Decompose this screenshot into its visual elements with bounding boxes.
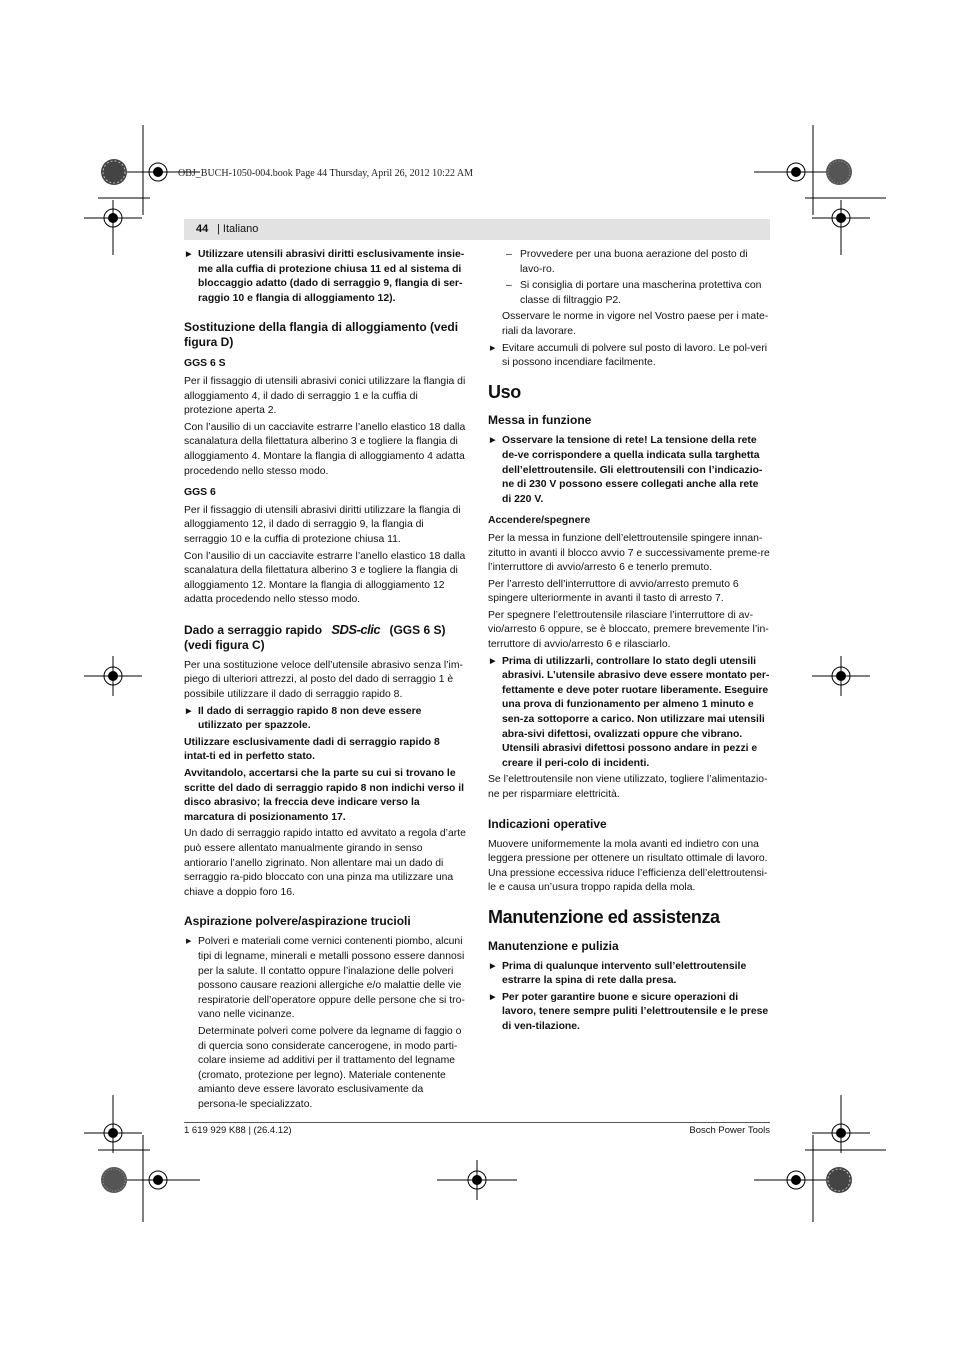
chapter-heading: Manutenzione ed assistenza <box>488 906 720 927</box>
paragraph: Un dado di serraggio rapido intatto ed avvitato a regola d’arte può essere allentato manualmente girando in senso antiorario l’anello zigrinato. Non allentare mai un dado di serraggio ra-pido bloccato con una pinza ma utilizzare una chiave a doppio foro 16. <box>184 828 466 898</box>
paragraph: Muovere uniformemente la mola avanti ed indietro con una leggera pressione per ottenere un risultato ottimale di lavoro. Una pressione eccessiva riduce l’efficienza dell’elettroutensi-le e causa un’usura troppo rapida della mola. <box>488 838 768 894</box>
heading-text: (GGS 6 S) <box>389 622 446 637</box>
heading-text: Dado a serraggio rapido <box>184 622 323 637</box>
warning-bullet: ▶ Utilizzare utensili abrasivi diritti esclusivamente insie-me alla cuffia di protezione chiusa 11 ed al sistema di bloccaggio adatto (dado di serraggio 9, flangia di ser-raggio 10 e flangia di alloggiamento 12). <box>184 248 466 306</box>
page-header-bar <box>184 219 770 240</box>
warning-bullet: ▶ Evitare accumuli di polvere sul posto di lavoro. Le pol-veri si possono incendiare facilmente. <box>488 342 770 371</box>
paragraph: Per l’arresto dell’interruttore di avvio/arresto premuto 6 spingere ulteriormente in avanti il tasto di arresto 7. <box>488 578 739 605</box>
print-meta-line: OBJ_BUCH-1050-004.book Page 44 Thursday, April 26, 2012 10:22 AM <box>178 168 473 179</box>
paragraph: Con l’ausilio di un cacciavite estrarre l’anello elastico 18 dalla scanalatura della filettatura alberino 3 e togliere la flangia di alloggiamento 4. Montare la flangia di alloggiamento 4 adatta procedendo nello stesso modo. <box>184 421 466 477</box>
footer-docnumber: 1 619 929 K88 | (26.4.12) <box>184 1125 292 1136</box>
heading-text: (vedi figura C) <box>184 637 265 652</box>
sds-clic-logo: SDS-clic <box>331 621 381 637</box>
paragraph: Avvitandolo, accertarsi che la parte su cui si trovano le scritte del dado di serraggio rapido 8 non indichi verso il disco abrasivo; la freccia deve indicare verso la marcatura di posizionamento 17. <box>184 768 465 823</box>
paragraph: Per spegnere l’elettroutensile rilasciare l’interruttore di av-vio/arresto 6 oppure, se è bloccato, premere brevemente l’in-terruttore di avvio/arresto 6 e rilasciarlo. <box>488 609 769 651</box>
paragraph: Utilizzare esclusivamente dadi di serraggio rapido 8 intat-ti ed in perfetto stato. <box>184 736 440 763</box>
paragraph: Per il fissaggio di utensili abrasivi conici utilizzare la flangia di alloggiamento 4, il dado di serraggio 1 e la cuffia di protezione aperta 2. <box>184 375 466 417</box>
footer-rule <box>184 1122 770 1123</box>
chapter-heading: Uso <box>488 381 521 402</box>
header-language: | Italiano <box>217 223 259 235</box>
model-label: GGS 6 <box>184 487 216 499</box>
warning-bullet: ▶ Prima di utilizzarli, controllare lo stato degli utensili abrasivi. L’utensile abrasivo deve essere montato per-fettamente e deve poter ruotare liberamente. Eseguire una prova di funzionamento per almeno 1 minuto e sen-za sottoporre a carico. Non utilizzare mai utensili abra-sivi difettosi, ovalizzati oppure che vibrano. Utensili abrasivi difettosi possono andare in pezzi e creare il peri-colo di incidenti. <box>488 655 770 772</box>
paragraph: Per la messa in funzione dell’elettroutensile spingere innan-zitutto in avanti il blocco avvio 7 e successivamente preme-re l’interruttore di avvio/arresto 6 e tenerlo premuto. <box>488 532 770 574</box>
paragraph: Per una sostituzione veloce dell’utensile abrasivo senza l’im-piego di ulteriori attrezzi, al posto del dado di serraggio 1 è possibile utilizzare il dado di serraggio rapido 8. <box>184 659 463 701</box>
warning-bullet: ▶ Il dado di serraggio rapido 8 non deve essere utilizzato per spazzole. <box>184 705 466 734</box>
model-label: GGS 6 S <box>184 358 226 370</box>
right-column <box>488 248 770 1037</box>
paragraph: Per il fissaggio di utensili abrasivi diritti utilizzare la flangia di alloggiamento 12, il dado di serraggio 9, la flangia di serraggio 10 e la cuffia di protezione chiusa 11. <box>184 504 461 545</box>
paragraph: Con l’ausilio di un cacciavite estrarre l’anello elastico 18 dalla scanalatura della filettatura alberino 3 e togliere la flangia di alloggiamento 12. Montare la flangia di alloggiamento 12 adatta procedendo nello stesso modo. <box>184 550 466 606</box>
warning-bullet: ▶ Osservare la tensione di rete! La tensione della rete de-ve corrispondere a quella indicata sulla targhetta dell’elettroutensile. Gli elettroutensili con l’indicazio-ne di 230 V possono essere collegati anche alla rete di 220 V. <box>488 434 770 507</box>
section-heading: Aspirazione polvere/aspirazione trucioli <box>184 914 411 929</box>
warning-bullet: ▶ Polveri e materiali come vernici contenenti piombo, alcuni tipi di legname, minerali e metalli possono essere dannosi per la salute. Il contatto oppure l’inalazione delle polveri possono causare reazioni allergiche e/o malattie delle vie respiratorie dell’operatore oppure delle persone che si tro-vano nelle vicinanze. <box>184 935 466 1023</box>
warning-bullet: ▶ Per poter garantire buone e sicure operazioni di lavoro, tenere sempre puliti l’elettroutensile e le prese di ven-tilazione. <box>488 991 770 1035</box>
section-heading: Messa in funzione <box>488 413 592 428</box>
section-heading: Sostituzione della flangia di alloggiamento (vedi figura D) <box>184 320 459 350</box>
section-heading <box>184 622 466 653</box>
page-number: 44 <box>196 223 209 235</box>
dash-item: – Si consiglia di portare una mascherina protettiva con classe di filtraggio P2. <box>488 279 770 308</box>
paragraph: Se l’elettroutensile non viene utilizzato, togliere l’alimentazio-ne per risparmiare elettricità. <box>488 774 768 800</box>
paragraph: Determinate polveri come polvere da legname di faggio o di quercia sono considerate cancerogene, in modo parti-colare insieme ad additivi per il trattamento del legname (cromato, protezione per legno). Materiale contenente amianto deve essere lavorato esclusivamente da persona-le specializzato. <box>198 1025 462 1110</box>
sub-heading: Accendere/spegnere <box>488 515 591 527</box>
section-heading: Indicazioni operative <box>488 816 607 831</box>
dash-item: – Provvedere per una buona aerazione del posto di lavo-ro. <box>488 248 770 277</box>
paragraph: Osservare le norme in vigore nel Vostro paese per i mate-riali da lavorare. <box>502 311 769 337</box>
left-column <box>184 248 466 1115</box>
warning-bullet: ▶ Prima di qualunque intervento sull’elettroutensile estrarre la spina di rete dalla presa. <box>488 960 770 989</box>
section-heading: Manutenzione e pulizia <box>488 938 619 953</box>
footer-brand: Bosch Power Tools <box>689 1125 770 1136</box>
